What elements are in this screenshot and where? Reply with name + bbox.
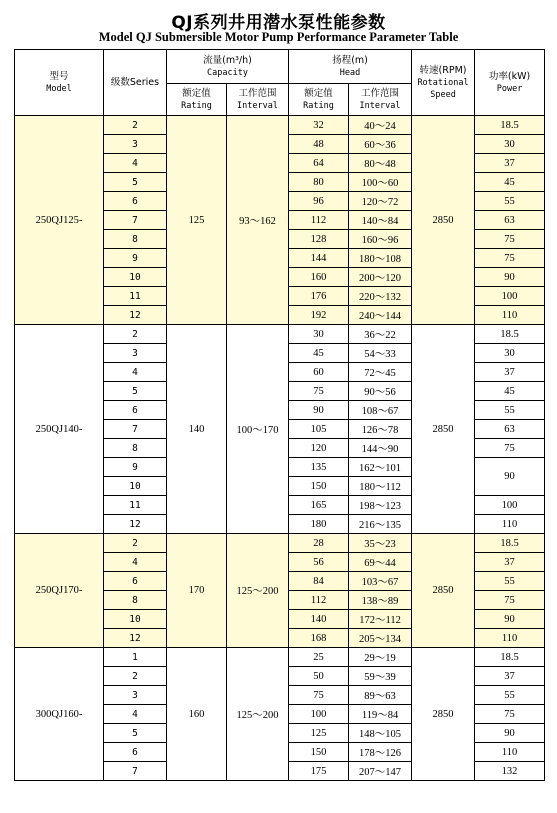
power-cell: 75: [475, 591, 545, 610]
stage-cell: 12: [104, 629, 167, 648]
power-cell: 75: [475, 439, 545, 458]
head-rating-cell: 175: [289, 762, 349, 781]
table-row: [15, 325, 545, 344]
power-cell: 55: [475, 401, 545, 420]
stage-cell: 12: [104, 515, 167, 534]
head-rating-cell: 150: [289, 743, 349, 762]
head-rating-cell: 75: [289, 686, 349, 705]
head-rating-cell: 112: [289, 211, 349, 230]
header-capacity-cn: 流量(m³/h): [203, 54, 252, 66]
power-cell: 75: [475, 705, 545, 724]
head-rating-cell: 100: [289, 705, 349, 724]
head-interval-cell: 90～56: [349, 382, 412, 401]
stage-cell: 2: [104, 325, 167, 344]
table-body: [15, 116, 545, 781]
power-cell: 100: [475, 287, 545, 306]
head-rating-cell: 28: [289, 534, 349, 553]
power-cell: 30: [475, 344, 545, 363]
head-interval-cell: 207～147: [349, 762, 412, 781]
power-cell: 100: [475, 496, 545, 515]
capacity-rating-cell: 160: [167, 648, 227, 781]
capacity-interval-cell: 125～200: [227, 648, 289, 781]
capacity-interval-cell: 125～200: [227, 534, 289, 648]
header-head-cn: 扬程(m): [332, 54, 368, 66]
head-interval-cell: 205～134: [349, 629, 412, 648]
stage-cell: 2: [104, 667, 167, 686]
head-rating-cell: 60: [289, 363, 349, 382]
head-interval-cell: 36～22: [349, 325, 412, 344]
head-rating-cell: 140: [289, 610, 349, 629]
stage-cell: 5: [104, 173, 167, 192]
head-interval-cell: 54～33: [349, 344, 412, 363]
stage-cell: 10: [104, 268, 167, 287]
head-rating-cell: 180: [289, 515, 349, 534]
stage-cell: 11: [104, 496, 167, 515]
head-interval-cell: 220～132: [349, 287, 412, 306]
stage-cell: 8: [104, 591, 167, 610]
power-cell: 75: [475, 249, 545, 268]
stage-cell: 6: [104, 401, 167, 420]
head-interval-cell: 198～123: [349, 496, 412, 515]
head-rating-cell: 48: [289, 135, 349, 154]
power-cell: 90: [475, 610, 545, 629]
header-speed: [412, 50, 475, 116]
head-rating-cell: 192: [289, 306, 349, 325]
page-subtitle: Model QJ Submersible Motor Pump Performance Parameter Table: [98, 30, 459, 44]
head-interval-cell: 180～112: [349, 477, 412, 496]
stage-cell: 3: [104, 686, 167, 705]
header-series: [104, 50, 167, 116]
stage-cell: 5: [104, 724, 167, 743]
header-head: [289, 50, 412, 84]
header-power-cn: 功率(kW): [488, 70, 531, 82]
stage-cell: 8: [104, 439, 167, 458]
head-rating-cell: 90: [289, 401, 349, 420]
stage-cell: 7: [104, 420, 167, 439]
head-interval-cell: 178～126: [349, 743, 412, 762]
capacity-interval-cell: 100～170: [227, 325, 289, 534]
model-cell: 300QJ160-: [15, 648, 104, 781]
stage-cell: 7: [104, 762, 167, 781]
head-interval-cell: 160～96: [349, 230, 412, 249]
stage-cell: 9: [104, 249, 167, 268]
header-capacity-interval: [227, 84, 289, 116]
stage-cell: 6: [104, 743, 167, 762]
head-rating-cell: 84: [289, 572, 349, 591]
stage-cell: 4: [104, 553, 167, 572]
head-interval-cell: 144～90: [349, 439, 412, 458]
head-interval-cell: 162～101: [349, 458, 412, 477]
head-rating-cell: 120: [289, 439, 349, 458]
head-interval-cell: 80～48: [349, 154, 412, 173]
header-head-en: Head: [339, 67, 361, 78]
power-cell: 110: [475, 743, 545, 762]
header-power: [475, 50, 545, 116]
capacity-rating-cell: 125: [167, 116, 227, 325]
power-cell: 45: [475, 382, 545, 401]
power-cell: 37: [475, 363, 545, 382]
head-interval-cell: 29～19: [349, 648, 412, 667]
head-interval-cell: 119～84: [349, 705, 412, 724]
stage-cell: 6: [104, 192, 167, 211]
head-rating-cell: 160: [289, 268, 349, 287]
head-interval-cell: 138～89: [349, 591, 412, 610]
header-head-interval: [349, 84, 412, 116]
head-rating-cell: 96: [289, 192, 349, 211]
power-cell: 90: [475, 268, 545, 287]
page-title: QJ系列井用潜水泵性能参数: [171, 13, 386, 33]
head-rating-cell: 32: [289, 116, 349, 135]
power-cell: 90: [475, 458, 545, 496]
header-series-label: 级数Series: [110, 76, 160, 88]
head-interval-cell: 200～120: [349, 268, 412, 287]
head-rating-cell: 45: [289, 344, 349, 363]
head-rating-cell: 144: [289, 249, 349, 268]
performance-table: [14, 49, 545, 781]
head-rating-cell: 50: [289, 667, 349, 686]
stage-cell: 7: [104, 211, 167, 230]
header-head-rating-cn: 额定值: [304, 87, 333, 99]
head-rating-cell: 168: [289, 629, 349, 648]
head-rating-cell: 25: [289, 648, 349, 667]
stage-cell: 4: [104, 363, 167, 382]
power-cell: 37: [475, 667, 545, 686]
head-interval-cell: 120～72: [349, 192, 412, 211]
header-capacity-rating-en: Rating: [181, 100, 212, 111]
header-speed-en1: Rotational: [417, 77, 469, 88]
head-rating-cell: 125: [289, 724, 349, 743]
speed-cell: 2850: [412, 325, 475, 534]
header-head-interval-en: Interval: [359, 100, 401, 111]
power-cell: 63: [475, 211, 545, 230]
table-row: [15, 116, 545, 135]
head-interval-cell: 103～67: [349, 572, 412, 591]
head-rating-cell: 135: [289, 458, 349, 477]
stage-cell: 3: [104, 344, 167, 363]
header-capacity: [167, 50, 289, 84]
power-cell: 110: [475, 629, 545, 648]
stage-cell: 5: [104, 382, 167, 401]
power-cell: 55: [475, 572, 545, 591]
stage-cell: 12: [104, 306, 167, 325]
power-cell: 110: [475, 515, 545, 534]
stage-cell: 4: [104, 154, 167, 173]
head-interval-cell: 35～23: [349, 534, 412, 553]
head-interval-cell: 108～67: [349, 401, 412, 420]
stage-cell: 10: [104, 477, 167, 496]
head-rating-cell: 64: [289, 154, 349, 173]
head-interval-cell: 100～60: [349, 173, 412, 192]
head-rating-cell: 75: [289, 382, 349, 401]
head-rating-cell: 112: [289, 591, 349, 610]
power-cell: 55: [475, 192, 545, 211]
head-rating-cell: 80: [289, 173, 349, 192]
head-rating-cell: 165: [289, 496, 349, 515]
head-interval-cell: 172～112: [349, 610, 412, 629]
head-interval-cell: 126～78: [349, 420, 412, 439]
model-cell: 250QJ125-: [15, 116, 104, 325]
stage-cell: 10: [104, 610, 167, 629]
speed-cell: 2850: [412, 648, 475, 781]
stage-cell: 8: [104, 230, 167, 249]
header-model-en: Model: [46, 83, 72, 94]
header-capacity-interval-en: Interval: [237, 100, 278, 111]
speed-cell: 2850: [412, 116, 475, 325]
head-interval-cell: 216～135: [349, 515, 412, 534]
head-interval-cell: 40～24: [349, 116, 412, 135]
power-cell: 45: [475, 173, 545, 192]
head-rating-cell: 150: [289, 477, 349, 496]
head-interval-cell: 69～44: [349, 553, 412, 572]
power-cell: 110: [475, 306, 545, 325]
head-interval-cell: 240～144: [349, 306, 412, 325]
head-interval-cell: 59～39: [349, 667, 412, 686]
stage-cell: 11: [104, 287, 167, 306]
power-cell: 55: [475, 686, 545, 705]
head-rating-cell: 176: [289, 287, 349, 306]
power-cell: 132: [475, 762, 545, 781]
header-capacity-en: Capacity: [207, 67, 248, 78]
head-interval-cell: 72～45: [349, 363, 412, 382]
header-capacity-rating-cn: 额定值: [182, 87, 211, 99]
capacity-rating-cell: 170: [167, 534, 227, 648]
power-cell: 75: [475, 230, 545, 249]
stage-cell: 3: [104, 135, 167, 154]
capacity-rating-cell: 140: [167, 325, 227, 534]
table-row: [15, 648, 545, 667]
header-model: [15, 50, 104, 116]
head-interval-cell: 140～84: [349, 211, 412, 230]
stage-cell: 6: [104, 572, 167, 591]
capacity-interval-cell: 93～162: [227, 116, 289, 325]
header-head-rating-en: Rating: [303, 100, 334, 111]
table-row: [15, 534, 545, 553]
power-cell: 90: [475, 724, 545, 743]
header-capacity-rating: [167, 84, 227, 116]
head-interval-cell: 60～36: [349, 135, 412, 154]
stage-cell: 2: [104, 534, 167, 553]
power-cell: 18.5: [475, 325, 545, 344]
stage-cell: 4: [104, 705, 167, 724]
head-interval-cell: 148～105: [349, 724, 412, 743]
head-rating-cell: 105: [289, 420, 349, 439]
header-speed-cn: 转速(RPM): [419, 64, 467, 76]
power-cell: 37: [475, 154, 545, 173]
head-rating-cell: 56: [289, 553, 349, 572]
stage-cell: 2: [104, 116, 167, 135]
header-model-cn: 型号: [49, 70, 69, 82]
head-rating-cell: 30: [289, 325, 349, 344]
power-cell: 18.5: [475, 534, 545, 553]
speed-cell: 2850: [412, 534, 475, 648]
head-rating-cell: 128: [289, 230, 349, 249]
head-interval-cell: 180～108: [349, 249, 412, 268]
model-cell: 250QJ170-: [15, 534, 104, 648]
header-capacity-interval-cn: 工作范围: [238, 87, 277, 99]
power-cell: 63: [475, 420, 545, 439]
header-head-interval-cn: 工作范围: [361, 87, 400, 99]
stage-cell: 1: [104, 648, 167, 667]
head-interval-cell: 89～63: [349, 686, 412, 705]
header-power-en: Power: [496, 83, 523, 94]
model-cell: 250QJ140-: [15, 325, 104, 534]
power-cell: 30: [475, 135, 545, 154]
stage-cell: 9: [104, 458, 167, 477]
power-cell: 18.5: [475, 648, 545, 667]
power-cell: 18.5: [475, 116, 545, 135]
header-head-rating: [289, 84, 349, 116]
power-cell: 37: [475, 553, 545, 572]
header-speed-en2: Speed: [430, 89, 456, 100]
